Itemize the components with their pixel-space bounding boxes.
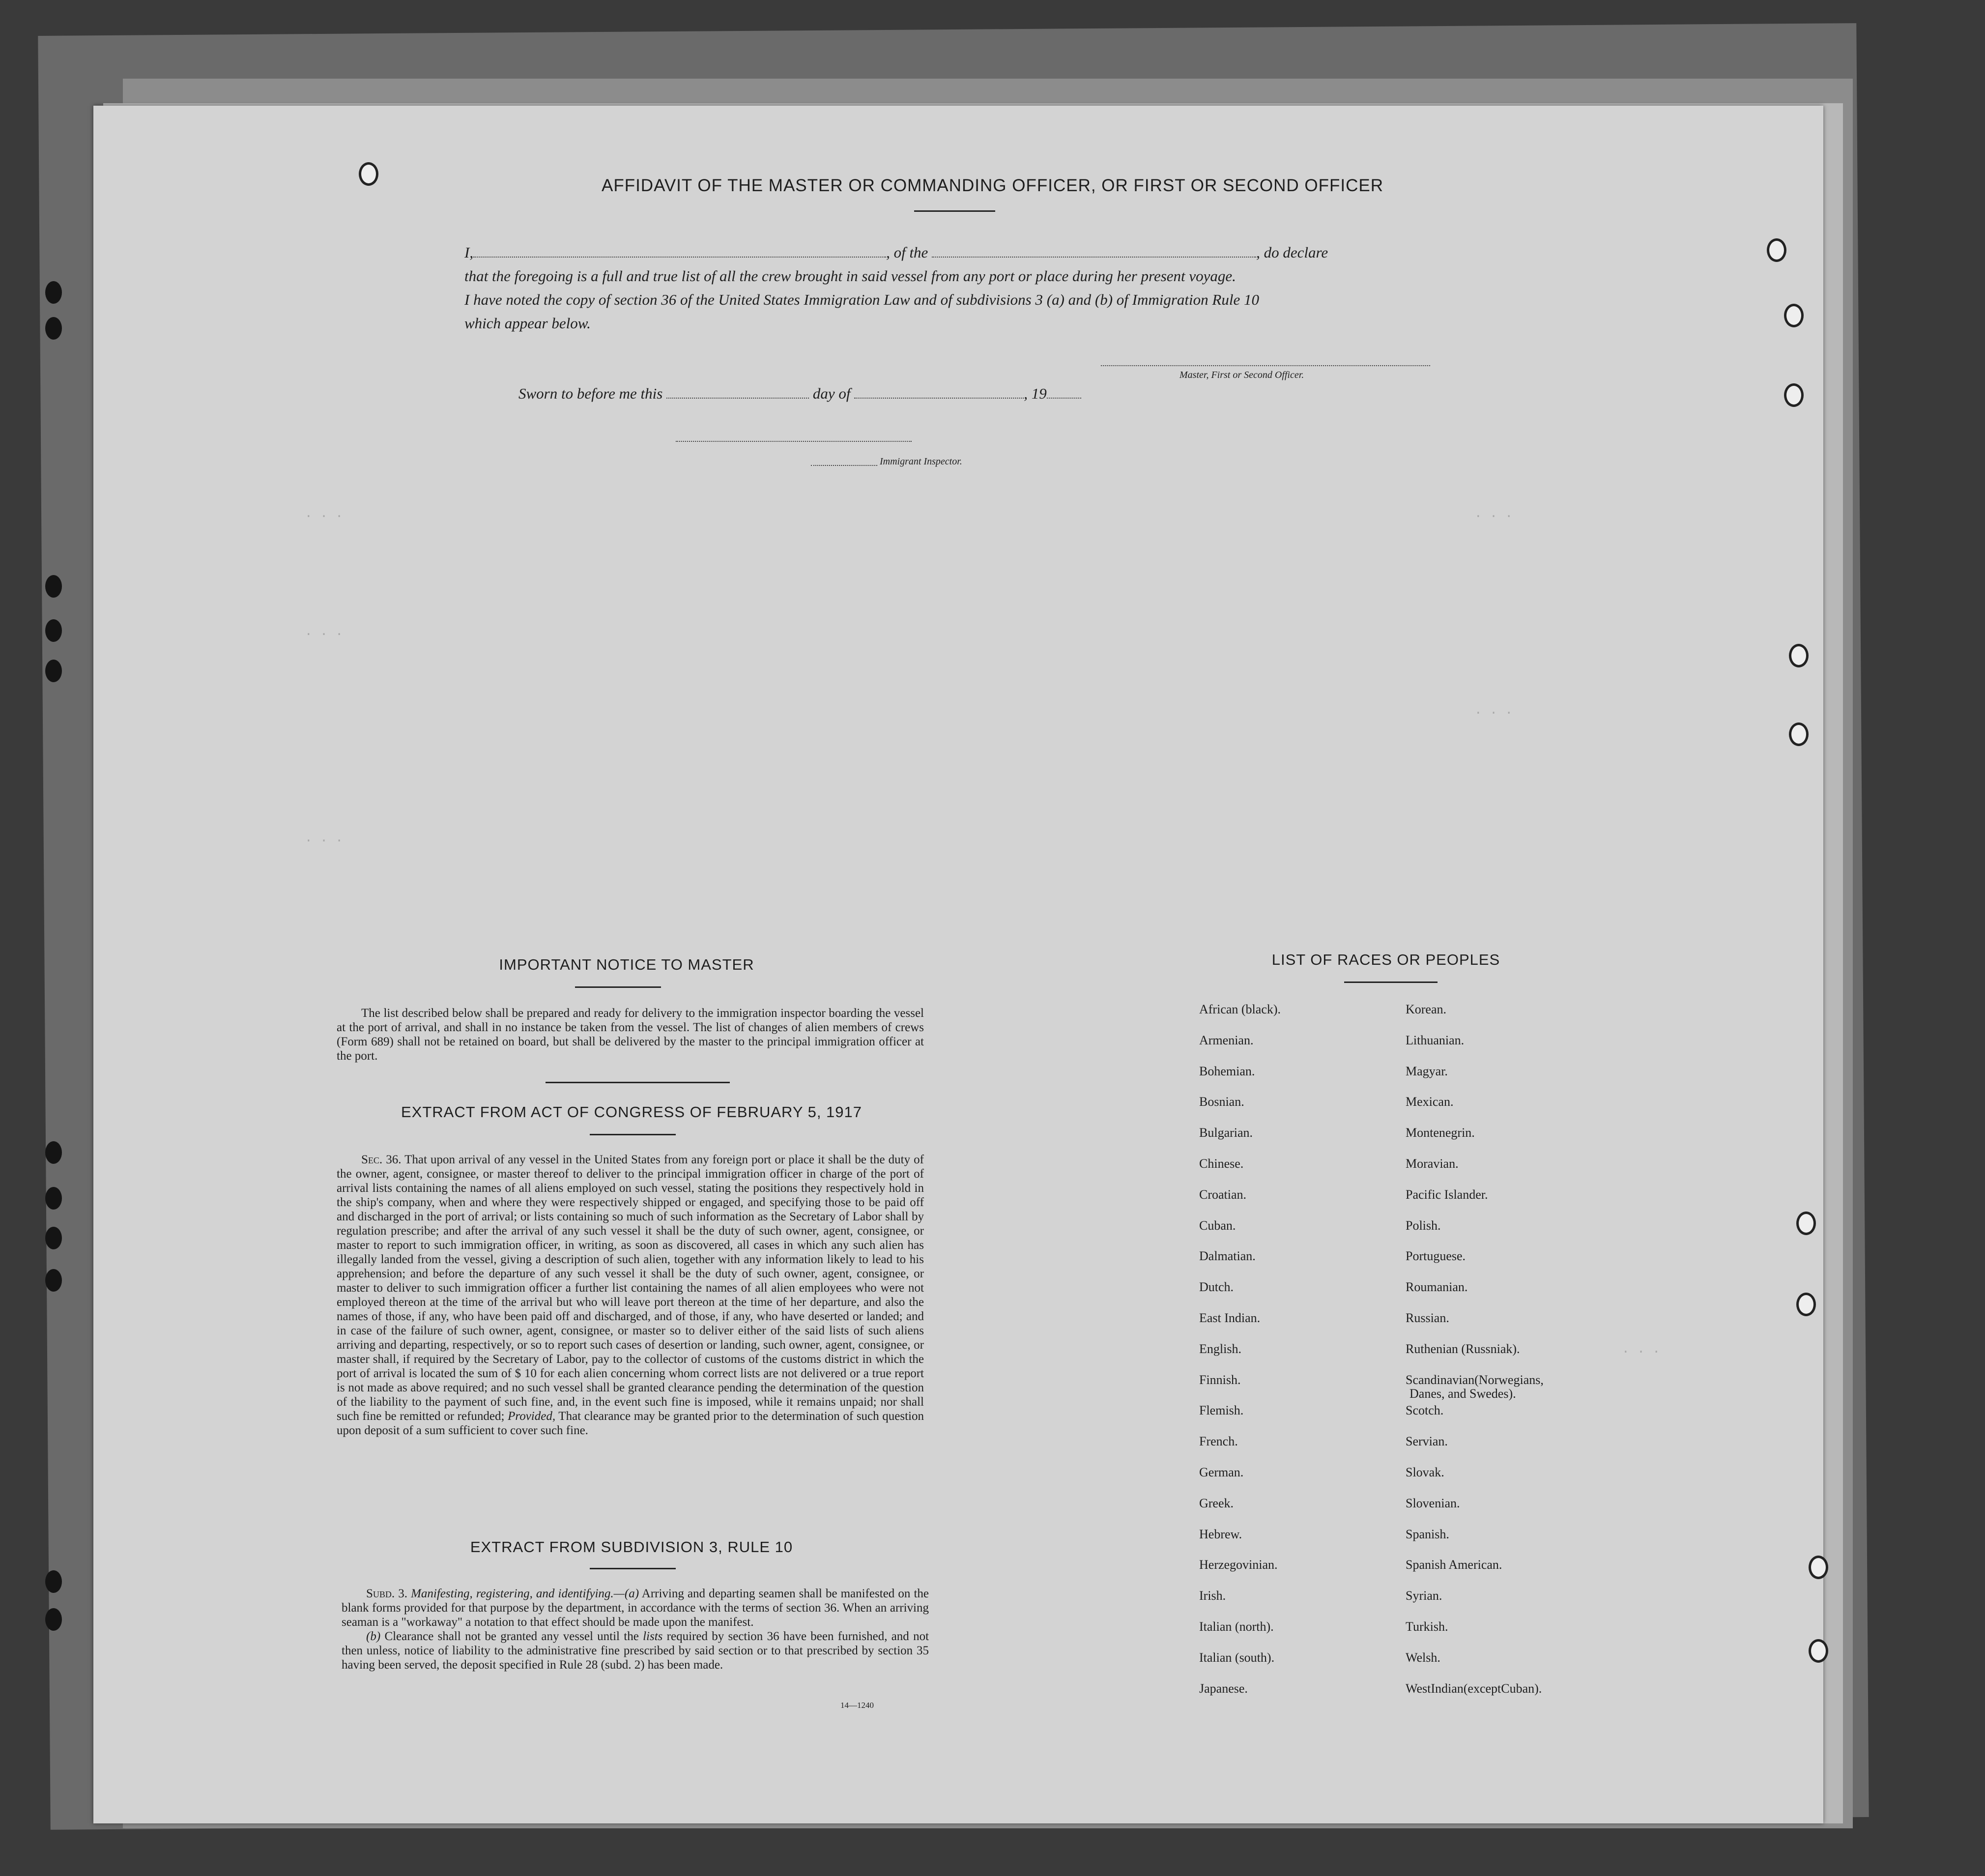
- title-underline: [914, 210, 995, 212]
- race-item: Magyar.: [1406, 1064, 1448, 1078]
- punch-ring: [1789, 644, 1809, 667]
- bleed-through-mark: . . .: [305, 831, 344, 845]
- race-item: Spanish.: [1406, 1527, 1449, 1541]
- bleed-through-mark: . . .: [1474, 703, 1513, 718]
- rule-paragraph-b: [342, 1629, 929, 1672]
- race-item: English.: [1199, 1341, 1241, 1356]
- binder-hole: [45, 317, 62, 340]
- punch-ring: [1767, 238, 1786, 262]
- sworn-prefix: Sworn to before me this: [518, 385, 663, 402]
- race-item: Portuguese.: [1406, 1249, 1466, 1264]
- binder-hole: [45, 660, 62, 682]
- provided-word: Provided,: [508, 1410, 556, 1423]
- sec-label: Sec. 36.: [361, 1153, 402, 1166]
- master-signature-line[interactable]: [1101, 365, 1430, 366]
- race-item: Dutch.: [1199, 1280, 1234, 1295]
- race-item: Bosnian.: [1199, 1095, 1244, 1109]
- race-item: Korean.: [1406, 1002, 1447, 1016]
- notice-body: The list described below shall be prepared and ready for delivery to the immigration inspector boarding the vessel at the port of arrival, and shall in no instance be taken from the vessel. The list of changes of alien members of crews (Form 689) shall not be retained on board, but shall be delivered by the master to the principal immigration officer at the port.: [337, 1007, 924, 1063]
- notice-underline: [575, 986, 661, 988]
- race-item-continuation: Danes, and Swedes).: [1410, 1386, 1516, 1401]
- bleed-through-mark: . . .: [1474, 506, 1513, 521]
- race-item: Finnish.: [1199, 1372, 1241, 1387]
- race-item: Slovenian.: [1406, 1496, 1460, 1510]
- act-extract-underline: [590, 1134, 676, 1135]
- race-item: Japanese.: [1199, 1681, 1248, 1696]
- race-item: Greek.: [1199, 1496, 1234, 1510]
- affidavit-line-2: that the foregoing is a full and true list of all the crew brought in said vessel from any port or place during her present voyage.: [464, 267, 1236, 285]
- sworn-month-blank[interactable]: [854, 398, 1024, 399]
- affidavit-line-3: I have noted the copy of section 36 of the United States Immigration Law and of subdivisions 3 (a) and (b) of Immigration Rule 10: [464, 291, 1259, 308]
- rule-extract-underline: [590, 1568, 676, 1569]
- race-item: Roumanian.: [1406, 1280, 1468, 1295]
- race-item: Russian.: [1406, 1310, 1449, 1325]
- sworn-year-blank[interactable]: [1047, 398, 1081, 399]
- race-item: Lithuanian.: [1406, 1033, 1465, 1047]
- races-left-column: [1199, 1003, 1281, 1712]
- form-number: 14—1240: [840, 1701, 874, 1710]
- race-item: Welsh.: [1406, 1650, 1440, 1665]
- races-underline: [1344, 981, 1438, 983]
- subd-label: Subd. 3.: [366, 1587, 407, 1600]
- race-item: Herzegovinian.: [1199, 1558, 1278, 1572]
- race-item: Pacific Islander.: [1406, 1187, 1488, 1202]
- race-item: Ruthenian (Russniak).: [1406, 1341, 1520, 1356]
- vessel-blank[interactable]: [932, 257, 1256, 258]
- bleed-through-mark: . . .: [1622, 1342, 1661, 1356]
- race-item: Italian (south).: [1199, 1650, 1275, 1665]
- binder-hole: [45, 1608, 62, 1631]
- race-item: Bohemian.: [1199, 1064, 1255, 1078]
- affidavit-body: [464, 241, 1433, 335]
- sworn-line: [518, 385, 1081, 403]
- race-item: Scandinavian(Norwegians,: [1406, 1372, 1544, 1387]
- race-item: Bulgarian.: [1199, 1126, 1253, 1140]
- race-item: WestIndian(exceptCuban).: [1406, 1681, 1542, 1696]
- affidavit-of-the: , of the: [886, 244, 928, 261]
- race-item: East Indian.: [1199, 1310, 1261, 1325]
- race-item-scandinavian: [1406, 1373, 1544, 1404]
- rule-extract-body: [342, 1587, 929, 1672]
- race-item: Hebrew.: [1199, 1527, 1242, 1541]
- act-body-a: That upon arrival of any vessel in the United States from any foreign port or place it shall be the duty of the owner, agent, consignee, or master thereof to deliver to the principal immigration officer in charge of the port of arrival lists containing the names of all aliens employed on such vessel, stating the positions they respectively hold in the ship's company, when and where they were respectively shipped or engaged, and specifying those to be paid off and discharged in the port of arrival; or lists containing so much of such information as the Secretary of Labor shall by regulation prescribe; and after the arrival of any such vessel it shall be the duty of such owner, agent, consignee, or master to report to such immigration officer, in writing, as soon as discovered, all cases in which any such alien has illegally landed from the vessel, giving a description of such alien, together with any information likely to lead to his apprehension; and before the departure of any such vessel it shall be the duty of such owner, agent, consignee, or master to deliver to such immigration officer a further list containing the names of all alien employees who were not employed thereon at the time of the arrival but who will leave port thereon at the time of her departure, and also the names of those, if any, who have been paid off and discharged, and of those, if any, who have deserted or landed; and in case of the failure of such owner, agent, consignee, or master so to deliver either of the said lists of such aliens arriving and departing, respectively, or so to report such cases of desertion or landing, such owner, agent, consignee, or master shall, if required by the Secretary of Labor, pay to the collector of customs of the customs district in which the port of arrival is located the sum of $ 10 for each alien concerning whom correct lists are not delivered or a true report is not made as above required; and no such vessel shall be granted clearance pending the determination of the question of the liability to the payment of such fine, and, in the event such fine is imposed, while it remains unpaid; nor shall such fine be remitted or refunded;: [337, 1153, 924, 1423]
- rule-body-b1: Clearance shall not be granted any vessel until the: [384, 1630, 639, 1643]
- binder-hole: [45, 575, 62, 598]
- race-item: German.: [1199, 1465, 1244, 1479]
- inspector-dots: [811, 465, 877, 466]
- race-item: Servian.: [1406, 1434, 1448, 1449]
- race-item: Scotch.: [1406, 1403, 1444, 1418]
- race-item: Dalmatian.: [1199, 1249, 1256, 1264]
- binder-hole: [45, 1269, 62, 1292]
- affidavit-i: I,: [464, 244, 474, 261]
- punch-ring: [1789, 722, 1809, 746]
- name-blank[interactable]: [473, 257, 886, 258]
- binder-hole: [45, 1187, 62, 1210]
- punch-ring: [1809, 1639, 1828, 1663]
- race-item: Flemish.: [1199, 1403, 1244, 1418]
- rule-body-b2: required by section 36 have been furnished, and not then unless, notice of liability to the administrative fine prescribed by said section or to that prescribed by section 35 having been served, the deposit specified in Rule 28 (subd. 2) has been made.: [342, 1630, 929, 1672]
- race-item: Armenian.: [1199, 1033, 1254, 1047]
- b-label: (b): [366, 1630, 381, 1643]
- punch-ring: [1796, 1293, 1816, 1316]
- affidavit-declare: , do declare: [1256, 244, 1328, 261]
- race-item: Slovak.: [1406, 1465, 1444, 1479]
- race-item: Syrian.: [1406, 1588, 1442, 1603]
- binder-hole: [45, 1570, 62, 1593]
- punch-ring: [1796, 1212, 1816, 1235]
- punch-ring: [1784, 304, 1804, 327]
- section-divider: [546, 1082, 730, 1083]
- punch-ring: [1784, 383, 1804, 407]
- race-item: Mexican.: [1406, 1095, 1454, 1109]
- race-item: Spanish American.: [1406, 1558, 1502, 1572]
- binder-hole: [45, 1227, 62, 1249]
- subd-heading: Manifesting, registering, and identifying.—(a): [411, 1587, 639, 1600]
- punch-ring: [1809, 1556, 1828, 1579]
- race-item: Croatian.: [1199, 1187, 1247, 1202]
- act-extract-body: [337, 1153, 924, 1438]
- inspector-signature-line[interactable]: [676, 441, 912, 442]
- race-item: Moravian.: [1406, 1156, 1459, 1171]
- races-right-column: [1406, 1003, 1544, 1712]
- bleed-through-mark: . . .: [305, 506, 344, 521]
- master-label: Master, First or Second Officer.: [1179, 370, 1304, 380]
- race-item: Cuban.: [1199, 1218, 1236, 1233]
- sworn-day-blank[interactable]: [666, 398, 809, 399]
- rule-body-a: Arriving and departing seamen shall be manifested on the blank forms provided for that purpose by the department, in accordance with the terms of section 36. When an arriving seaman is a "workaway" a notation to that effect should be made upon the manifest.: [342, 1587, 929, 1629]
- race-item: Irish.: [1199, 1588, 1226, 1603]
- rule-paragraph-a: [342, 1587, 929, 1629]
- binder-hole: [45, 1141, 62, 1164]
- race-item: French.: [1199, 1434, 1238, 1449]
- race-item: Turkish.: [1406, 1619, 1448, 1634]
- affidavit-line-4: which appear below.: [464, 315, 591, 332]
- notice-title: IMPORTANT NOTICE TO MASTER: [499, 956, 754, 973]
- race-item: African (black).: [1199, 1002, 1281, 1016]
- races-title: LIST OF RACES OR PEOPLES: [1271, 951, 1500, 968]
- inspector-label: Immigrant Inspector.: [880, 456, 962, 467]
- race-item: Chinese.: [1199, 1156, 1244, 1171]
- race-item: Italian (north).: [1199, 1619, 1274, 1634]
- rule-extract-title: EXTRACT FROM SUBDIVISION 3, RULE 10: [470, 1538, 793, 1556]
- sworn-day-of: day of: [812, 385, 851, 402]
- race-item: Montenegrin.: [1406, 1126, 1475, 1140]
- binder-hole: [45, 281, 62, 304]
- binder-hole: [45, 619, 62, 642]
- bleed-through-mark: . . .: [305, 624, 344, 639]
- act-body-b: That clearance may be granted prior to the determination of such question upon deposit of a sum sufficient to cover such fine.: [337, 1410, 924, 1437]
- sworn-year: , 19: [1024, 385, 1047, 402]
- race-item: Polish.: [1406, 1218, 1441, 1233]
- affidavit-title: AFFIDAVIT OF THE MASTER OR COMMANDING OFFICER, OR FIRST OR SECOND OFFICER: [601, 176, 1384, 195]
- act-extract-title: EXTRACT FROM ACT OF CONGRESS OF FEBRUARY 5, 1917: [401, 1103, 863, 1121]
- lists-word: lists: [643, 1630, 663, 1643]
